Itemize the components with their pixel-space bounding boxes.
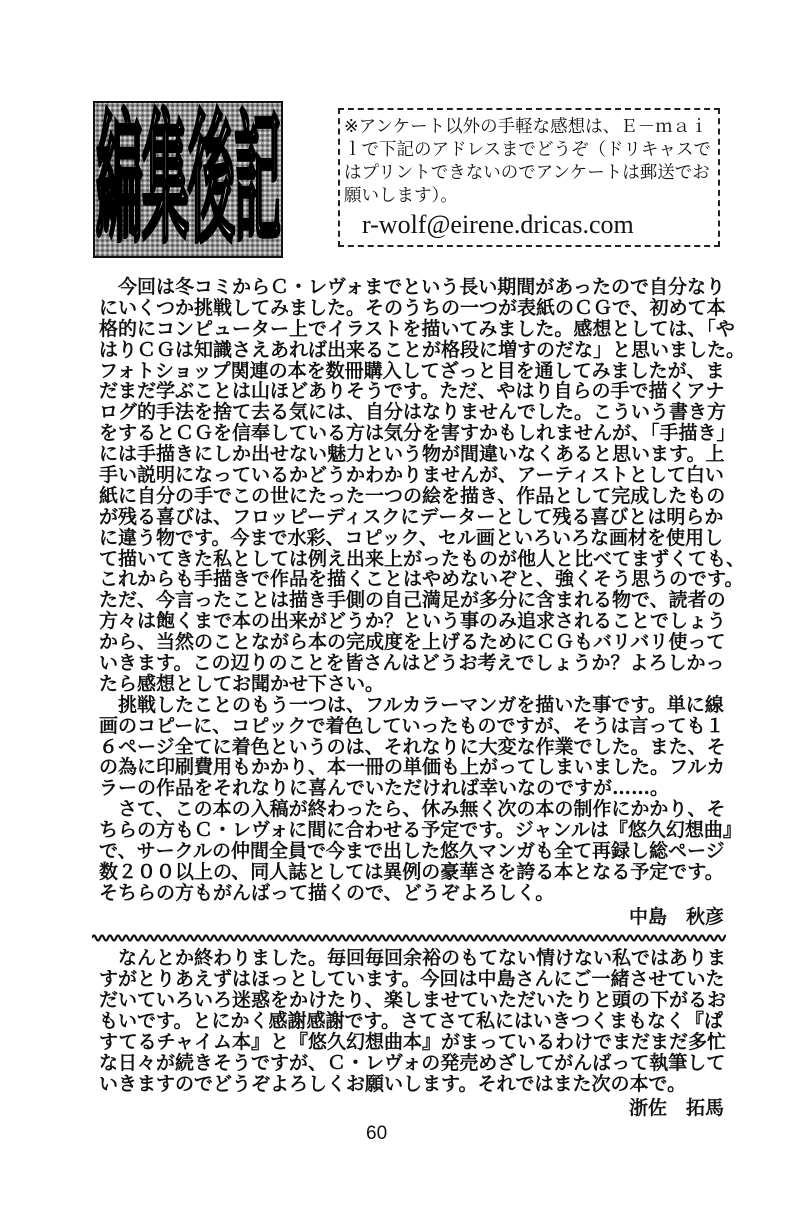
text-line: ログ的手法を捨て去る気には、自分はなりませんでした。こういう書き方 <box>99 401 727 424</box>
text-line: 方々は飽くまで本の出来がどうか？という事のみ追求されることでしょう <box>99 610 727 633</box>
contact-note-box <box>338 108 720 247</box>
text-line: 画のコピーに、コピックで着色していったものですが、そうは言っても１ <box>99 714 725 737</box>
text-line: もいです。とにかく感謝感謝です。さてさて私にはいきつくまもなく『ぱ <box>99 1010 723 1032</box>
text-line: には手描きにしか出せない魅力という物が間違いなくあると思います。上 <box>99 443 725 466</box>
text-line: これからも手描きで作品を描くことはやめないぞと、強くそう思うのです。 <box>99 568 744 591</box>
wavy-divider <box>92 932 726 944</box>
text-line: すてるチャイム本』と『悠久幻想曲本』がまっているわけでまだまだ多忙 <box>99 1031 727 1053</box>
text-line: だまだ学ぶことは山ほどありそうです。ただ、やはり自らの手で描くアナ <box>99 380 725 403</box>
text-line: 格的にコンピューター上でイラストを描いてみました。感想としては、「や <box>99 317 735 340</box>
text-line: ちらの方もＣ・レヴォに間に合わせる予定です。ジャンルは『悠久幻想曲』 <box>99 819 742 842</box>
text-line: ただ、今言ったことは描き手側の自己満足が多分に含まれる物で、読者の <box>99 589 726 612</box>
text-line: な日々が続きそうですが、Ｃ・レヴォの発売めざしてがんばって執筆して <box>99 1052 726 1074</box>
contact-note-text: ※アンケート以外の手軽な感想は、Ｅ－ｍａｉｌで下記のアドレスまでどうぞ（ドリキャスではプリントできないのでアンケートは郵送でお願いします）。 <box>344 117 711 206</box>
text-line: フォトショップ関連の本を数冊購入してざっと目を通してみましたが、ま <box>99 359 725 382</box>
text-line: が残る喜びは、フロッピーディスクにデーターとして残る喜びとは明らか <box>99 505 724 528</box>
afterword-section-1 <box>99 276 746 904</box>
text-line: さて、この本の入稿が終わったら、休み無く次の本の制作にかかり、そ <box>99 798 726 821</box>
text-line: だいていろいろ迷惑をかけたり、楽しませていただいたりと頭の下がるお <box>99 989 727 1011</box>
text-line: 紙に自分の手でこの世にたった一つの絵を描き、作品として完成したもの <box>99 484 726 507</box>
text-line: にいくつか挑戦してみました。そのうちの一つが表紙のＣＧで、初めて本 <box>99 296 726 319</box>
text-line: て描いてきた私としては例え出来上がったものが他人と比べてまずくても、 <box>99 547 746 570</box>
text-line: 手い説明になっているかどうかわかりませんが、アーティストとして白い <box>99 464 724 487</box>
page-number: 60 <box>366 1123 388 1144</box>
page-title: 編集後記 <box>95 101 281 258</box>
text-line: から、当然のことながら本の完成度を上げるためにＣＧもバリバリ使って <box>99 631 726 654</box>
contact-email: r-wolf@eirene.dricas.com <box>362 210 634 239</box>
text-line: はりＣＧは知識さえあれば出来ることが格段に増すのだな」と思いました。 <box>99 338 746 361</box>
author-signature-1: 中島 秋彦 <box>628 906 724 928</box>
text-line: ６ページ全てに着色というのは、それなりに大変な作業でした。また、そ <box>99 735 726 758</box>
text-line: ラーの作品をそれなりに喜んでいただければ幸いなのですが……。 <box>99 777 670 800</box>
text-line: 今回は冬コミからＣ・レヴォまでという長い期間があったので自分なり <box>99 276 726 298</box>
text-line: そちらの方もがんばって描くので、どうぞよろしく。 <box>99 881 555 904</box>
author-signature-2: 浙佐 拓馬 <box>628 1097 724 1119</box>
text-line: すがとりあえずはほっとしています。今回は中島さんにご一緒させていた <box>99 968 725 990</box>
text-line: の為に印刷費用もかかり、本一冊の単価も上がってしまいました。フルカ <box>99 756 726 779</box>
title-banner <box>93 101 283 258</box>
text-line: に違う物です。今まで水彩、コピック、セル画といろいろな画材を使用し <box>99 526 723 549</box>
text-line: をするとＣＧを信奉している方は気分を害すかもしれませんが、「手描き」 <box>99 422 736 445</box>
text-line: いきます。この辺りのことを皆さんはどうお考えでしょうか？よろしかっ <box>99 652 725 675</box>
text-line: いきますのでどうぞよろしくお願いします。それではまた次の本で。 <box>99 1073 687 1095</box>
afterword-section-2 <box>99 948 727 1095</box>
text-line: 挑戦したことのもう一つは、フルカラーマンガを描いた事です。単に線 <box>99 693 724 716</box>
text-line: 数２００以上の、同人誌としては異例の豪華さを誇る本となる予定です。 <box>99 860 724 883</box>
text-line: で、サークルの仲間全員で今まで出した悠久マンガも全て再録し総ページ <box>99 840 725 863</box>
text-line: たら感想としてお聞かせ下さい。 <box>99 672 385 695</box>
text-line: なんとか終わりました。毎回毎回余裕のもてない情けない私ではありま <box>99 947 727 969</box>
